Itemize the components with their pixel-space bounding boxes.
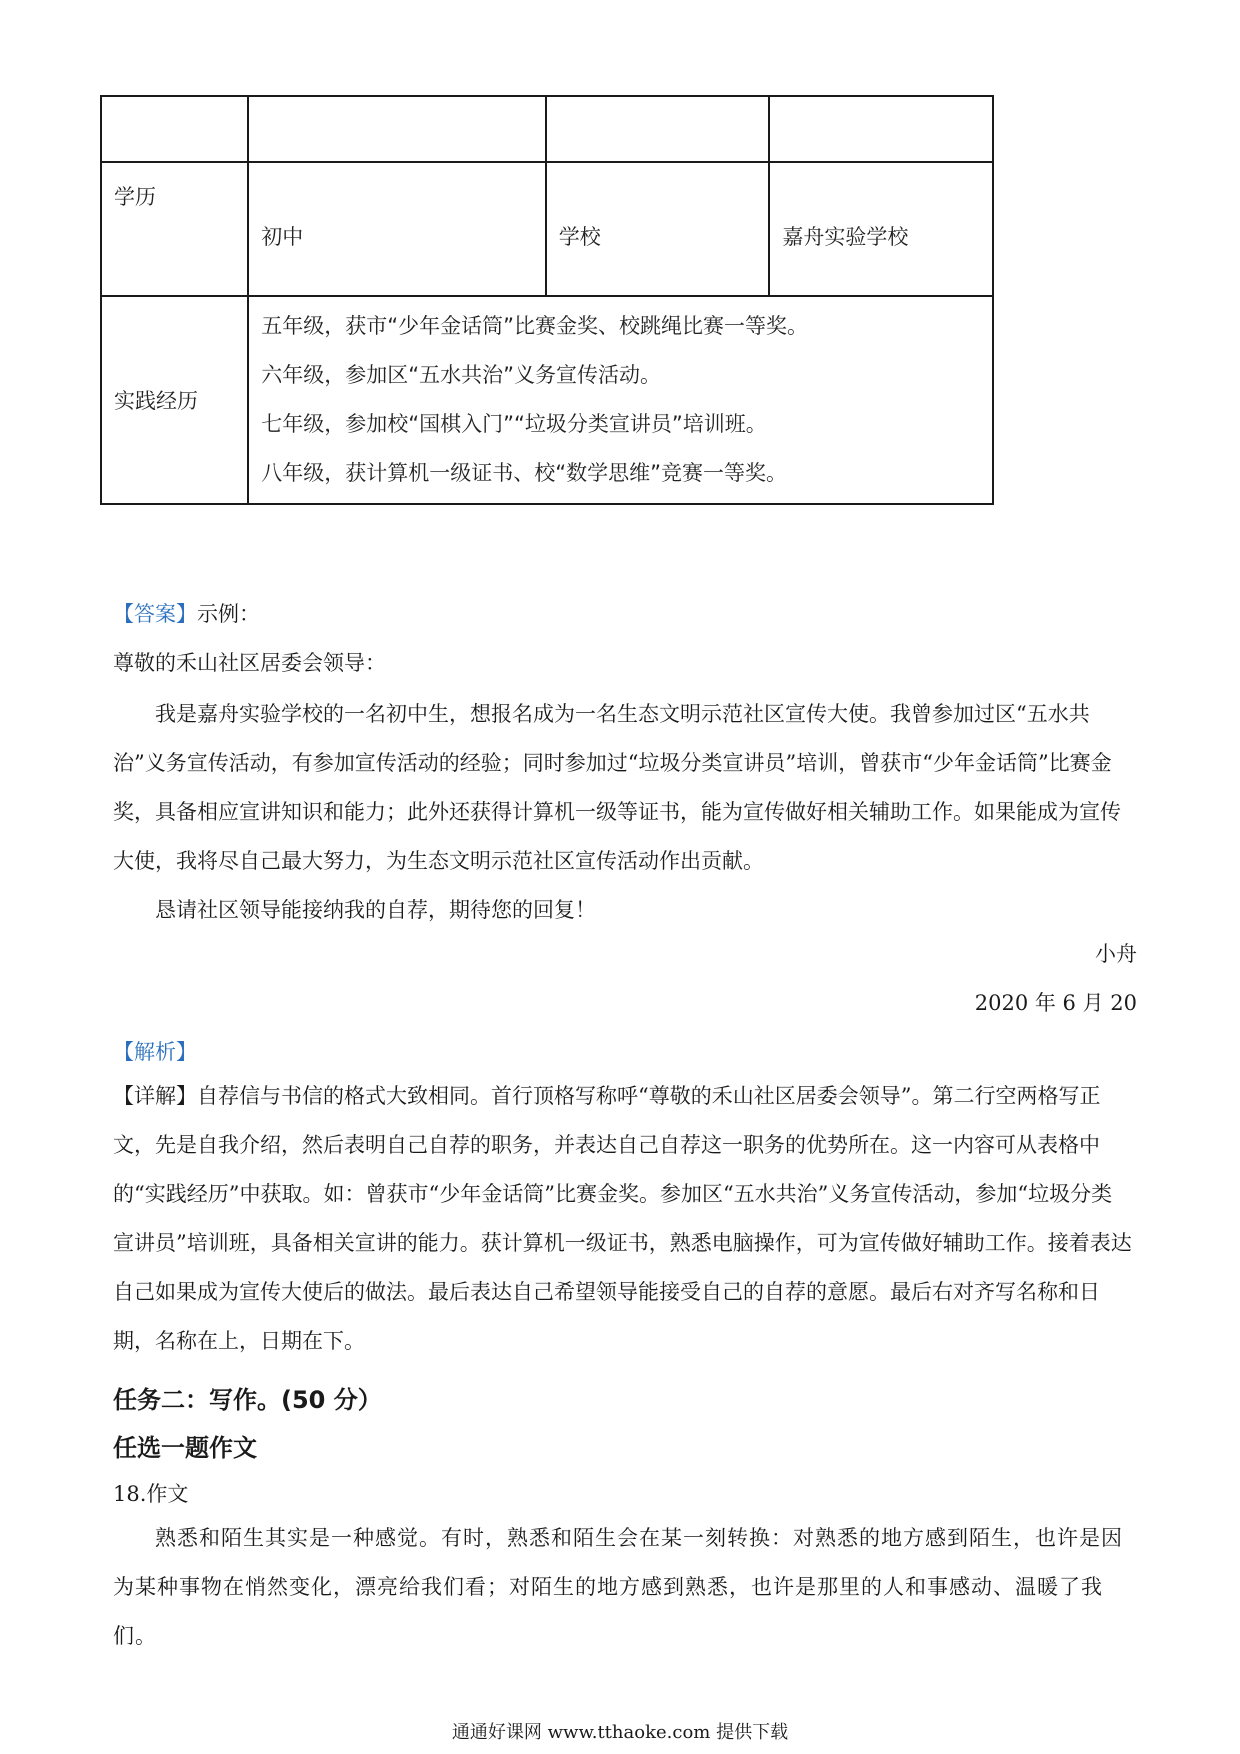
experience-item: 五年级，获市“少年金话筒”比赛金奖、校跳绳比赛一等奖。	[261, 314, 809, 338]
school-value: 嘉舟实验学校	[769, 162, 993, 296]
experience-item: 七年级，参加校“国棋入门”“垃圾分类宣讲员”培训班。	[261, 412, 767, 436]
essay-paragraph: 熟悉和陌生其实是一种感觉。有时，熟悉和陌生会在某一刻转换：对熟悉的地方感到陌生，也许是因为某种事物在悄然变化，漂亮给我们看；对陌生的地方感到熟悉，也许是那里的人和事感动、温暖了我们。	[113, 1526, 1123, 1648]
detail-text: 自荐信与书信的格式大致相同。首行顶格写称呼“尊敬的禾山社区居委会领导”。第二行空两格写正文，先是自我介绍，然后表明自己自荐的职务，并表达自己自荐这一职务的优势所在。这一内容可从表格中的“实践经历”中获取。如：曾获市“少年金话筒”比赛金奖。参加区“五水共治”义务宣传活动，参加“垃圾分类宣讲员”培训班，具备相关宣讲的能力。获计算机一级证书，熟悉电脑操作，可为宣传做好辅助工作。接着表达自己如果成为宣传大使后的做法。最后表达自己希望领导能接受自己的自荐的意愿。最后右对齐写名称和日期，名称在上，日期在下。	[113, 1084, 1132, 1353]
table-cell	[101, 96, 248, 162]
resume-table	[100, 95, 994, 505]
table-row	[101, 296, 993, 504]
page-footer: 通通好课网 www.tthaoke.com 提供下载	[451, 1722, 789, 1743]
letter-body	[113, 690, 1133, 935]
letter-date: 2020 年 6 月 20	[974, 991, 1137, 1015]
question-label: 18.作文	[113, 1482, 189, 1506]
answer-tag: 【答案】	[113, 602, 197, 626]
school-label: 学校	[546, 162, 770, 296]
task2-title: 任务二：写作。(50 分）	[113, 1386, 382, 1414]
analysis-detail	[113, 1072, 1133, 1366]
letter-paragraph: 恳请社区领导能接纳我的自荐，期待您的回复！	[155, 898, 596, 922]
task2-subtitle: 任选一题作文	[113, 1434, 257, 1462]
detail-tag: 【详解】	[113, 1084, 197, 1108]
letter-signature: 小舟	[1095, 942, 1137, 966]
analysis-tag: 【解析】	[113, 1040, 197, 1064]
education-label: 学历	[101, 162, 248, 296]
table-row	[101, 96, 993, 162]
experience-item: 六年级，参加区“五水共治”义务宣传活动。	[261, 363, 662, 387]
essay-prompt	[113, 1514, 1133, 1661]
answer-heading	[113, 598, 260, 628]
answer-intro: 示例：	[197, 602, 260, 626]
experience-item: 八年级，获计算机一级证书、校“数学思维”竞赛一等奖。	[261, 461, 788, 485]
table-cell	[769, 96, 993, 162]
table-cell	[248, 96, 545, 162]
experience-label: 实践经历	[101, 296, 248, 504]
experience-list	[248, 296, 993, 504]
education-value: 初中	[248, 162, 545, 296]
letter-paragraph: 我是嘉舟实验学校的一名初中生，想报名成为一名生态文明示范社区宣传大使。我曾参加过区“五水共治”义务宣传活动，有参加宣传活动的经验；同时参加过“垃圾分类宣讲员”培训，曾获市“少年金话筒”比赛金奖，具备相应宣讲知识和能力；此外还获得计算机一级等证书，能为宣传做好相关辅助工作。如果能成为宣传大使，我将尽自己最大努力，为生态文明示范社区宣传活动作出贡献。	[113, 702, 1121, 873]
table-cell	[546, 96, 770, 162]
letter-salutation: 尊敬的禾山社区居委会领导：	[113, 651, 386, 675]
table-row	[101, 162, 993, 296]
